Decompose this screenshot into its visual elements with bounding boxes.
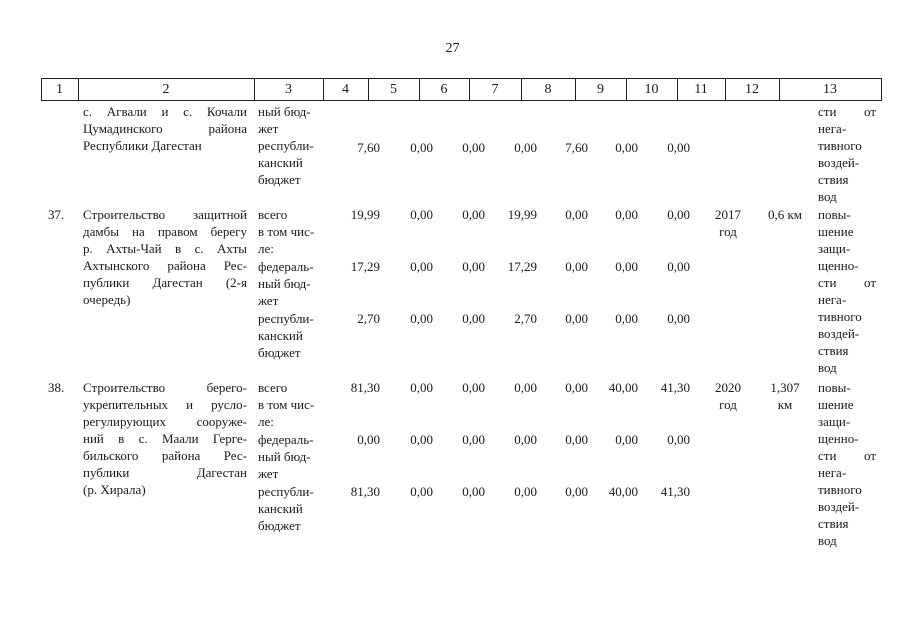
continuation-result: сти от нега- тивного воздей- ствия вод [818,104,876,204]
entry-37-row-2-col-8: 0,00 [565,259,588,274]
page-number: 27 [445,41,460,56]
header-column-4: 4 [342,82,349,97]
entry-38-row-1-col-6: 0,00 [462,380,485,395]
entry-38-row-1-col-10: 41,30 [660,380,690,395]
entry-38-source-3: республи- канский бюджет [258,484,314,533]
header-column-2: 2 [162,82,170,97]
header-column-12: 12 [745,82,759,97]
entry-37-row-3-col-9: 0,00 [615,311,638,326]
entry-37-row-2-col-10: 0,00 [667,259,690,274]
entry-38-year: 2020 год [715,380,741,412]
entry-38-row-3-col-8: 0,00 [565,484,588,499]
entry-38-row-2-col-5: 0,00 [410,432,433,447]
continuation-value-col-9: 0,00 [615,140,638,155]
continuation-value-col-10: 0,00 [667,140,690,155]
entry-38-row-3-col-7: 0,00 [514,484,537,499]
entry-37-row-2-col-7: 17,29 [507,259,537,274]
continuation-description: с. Агвали и с. Кочали Цумадинского района Республики Дагестан [83,104,247,153]
entry-37-row-3-col-8: 0,00 [565,311,588,326]
header-column-7: 7 [491,82,499,97]
continuation-value-col-7: 0,00 [514,140,537,155]
entry-38-index: 38. [48,380,65,395]
entry-38-row-1-col-9: 40,00 [608,380,638,395]
continuation-value-col-4: 7,60 [357,140,380,155]
entry-37-row-3-col-6: 0,00 [462,311,485,326]
entry-38-row-3-col-5: 0,00 [410,484,433,499]
entry-37-row-2-col-6: 0,00 [462,259,485,274]
header-column-5: 5 [390,82,397,97]
header-column-divider [881,78,882,101]
entry-37-index: 37. [48,207,65,222]
header-bottom-rule [41,100,881,101]
entry-38-row-1-col-4: 81,30 [350,380,380,395]
entry-38-row-2-col-10: 0,00 [667,432,690,447]
entry-37-row-1-col-8: 0,00 [565,207,588,222]
entry-37-source-2: федераль- ный бюд- жет [258,259,314,308]
entry-37-row-1-col-6: 0,00 [462,207,485,222]
entry-37-row-3-col-5: 0,00 [410,311,433,326]
continuation-value-col-8: 7,60 [565,140,588,155]
entry-38-row-2-col-9: 0,00 [615,432,638,447]
header-column-11: 11 [694,82,708,97]
entry-38-row-3-col-10: 41,30 [660,484,690,499]
entry-37-row-2-col-4: 17,29 [350,259,380,274]
entry-38-row-1-col-8: 0,00 [565,380,588,395]
header-column-1: 1 [56,82,63,97]
entry-38-source-2: федераль- ный бюд- жет [258,432,314,481]
entry-38-row-1-col-7: 0,00 [514,380,537,395]
entry-37-row-2-col-5: 0,00 [410,259,433,274]
header-column-13: 13 [823,82,837,97]
entry-38-source-1: всего в том чис- ле: [258,380,315,429]
entry-37-source-1: всего в том чис- ле: [258,207,315,256]
entry-37-row-1-col-5: 0,00 [410,207,433,222]
entry-38-row-2-col-6: 0,00 [462,432,485,447]
entry-37-row-3-col-7: 2,70 [514,311,537,326]
continuation-value-col-6: 0,00 [462,140,485,155]
entry-37-row-3-col-4: 2,70 [357,311,380,326]
entry-37-row-1-col-10: 0,00 [667,207,690,222]
header-column-8: 8 [544,82,552,97]
entry-37-row-1-col-7: 19,99 [507,207,537,222]
entry-38-row-3-col-6: 0,00 [462,484,485,499]
entry-38-row-2-col-4: 0,00 [357,432,380,447]
entry-38-row-3-col-4: 81,30 [350,484,380,499]
entry-38-row-1-col-5: 0,00 [410,380,433,395]
entry-38-row-2-col-7: 0,00 [514,432,537,447]
entry-38-capacity: 1,307 км [770,380,800,412]
entry-37-row-1-col-9: 0,00 [615,207,638,222]
header-column-3: 3 [285,82,292,97]
entry-37-year: 2017 год [715,207,741,239]
entry-37-capacity: 0,6 км [767,207,803,222]
entry-38-row-2-col-8: 0,00 [565,432,588,447]
entry-38-description: Строительство берего- укрепительных и русло- регулирующих сооруже- ний в с. Маали Герге- бильского района Рес- публики Дагестан (р. Хирала) [83,380,247,497]
entry-37-row-3-col-10: 0,00 [667,311,690,326]
header-column-6: 6 [440,82,448,97]
header-top-rule [41,78,881,79]
entry-37-row-2-col-9: 0,00 [615,259,638,274]
continuation-value-col-5: 0,00 [410,140,433,155]
continuation-source: ный бюд- жет республи- канский бюджет [258,104,314,187]
entry-38-row-3-col-9: 40,00 [608,484,638,499]
header-column-10: 10 [644,82,659,97]
entry-37-source-3: республи- канский бюджет [258,311,314,360]
header-column-9: 9 [597,82,604,97]
entry-38-result: повы- шение защи- щенно- сти от нега- тивного воздей- ствия вод [818,380,876,548]
entry-37-row-1-col-4: 19,99 [350,207,380,222]
entry-37-description: Строительство защитной дамбы на правом берегу р. Ахты-Чай в с. Ахты Ахтынского района Рес- публики Дагестан (2-я очередь) [83,207,247,307]
table-header [41,78,881,101]
entry-37-result: повы- шение защи- щенно- сти от нега- тивного воздей- ствия вод [818,207,876,375]
